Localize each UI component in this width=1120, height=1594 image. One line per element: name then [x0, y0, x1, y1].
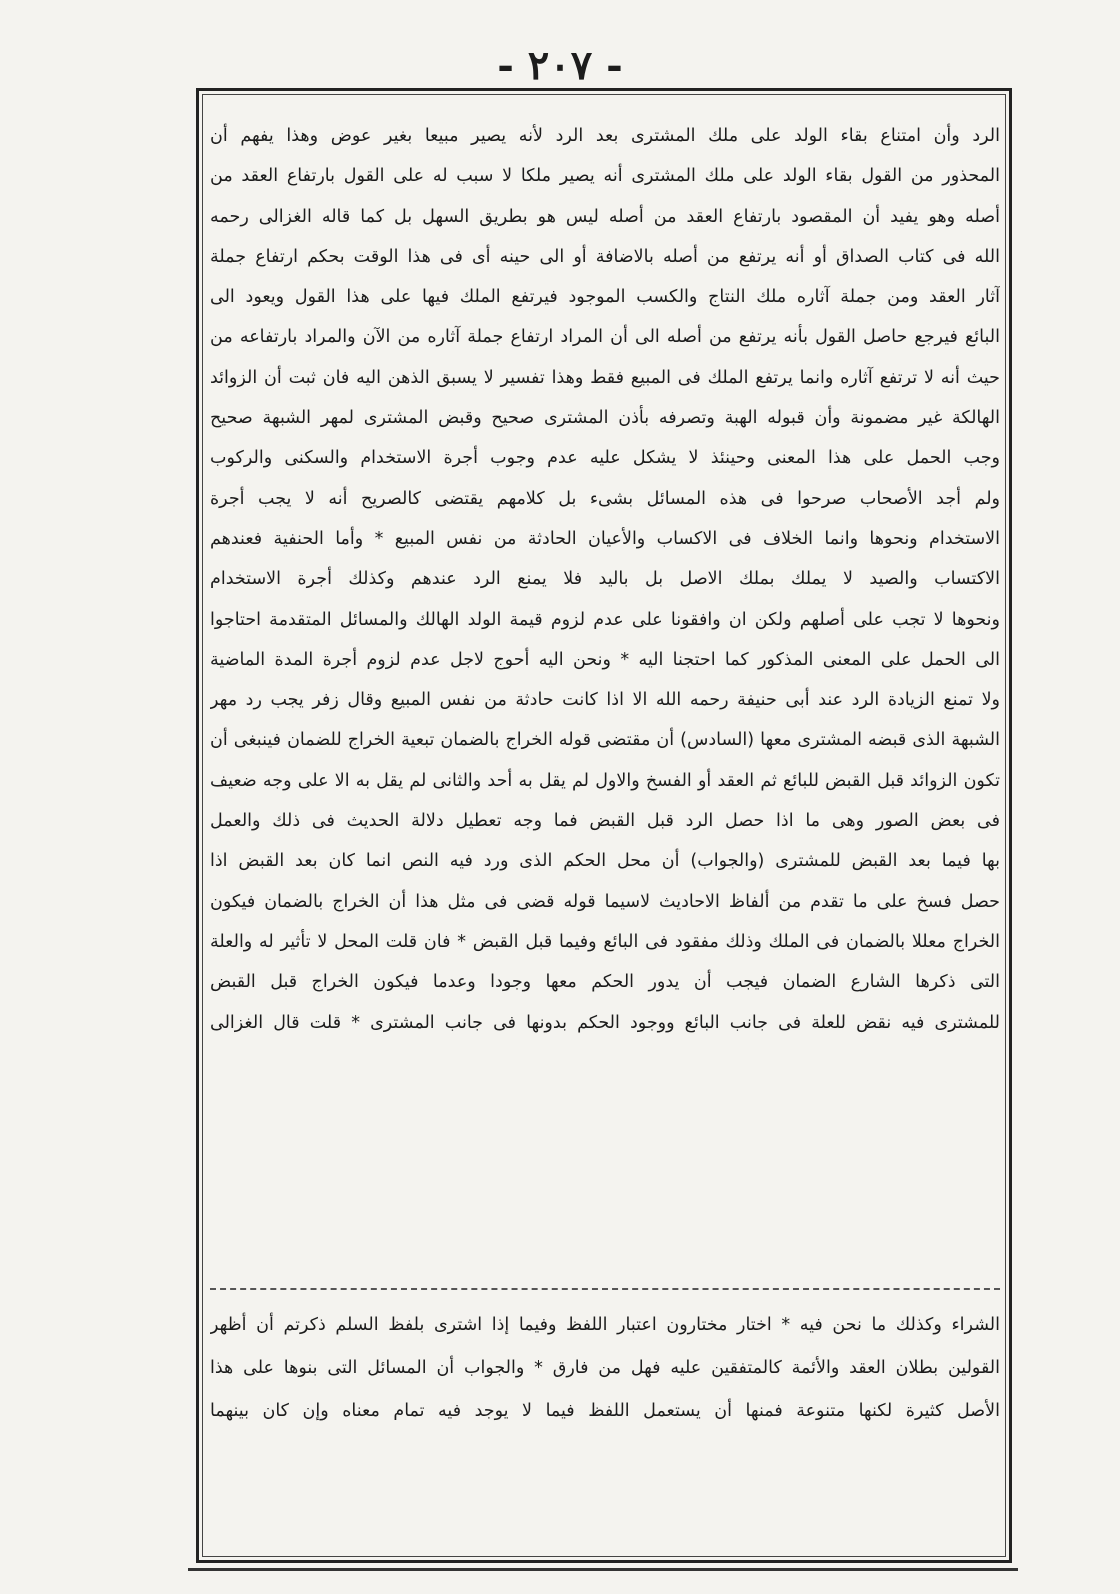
- footnote-divider: [210, 1288, 1000, 1290]
- text-line: تكون الزوائد قبل القبض للبائع ثم العقد أو الفسخ والاول لم يقل به أحد والثانى لم يقل به الا على وجه ضعيف: [210, 770, 1000, 791]
- text-line: للمشترى فيه نقض للعلة فى جانب البائع ووجود الحكم بدونها فى جانب المشترى * قلت قال الغزالى: [210, 1012, 1000, 1033]
- text-line: المحذور من القول بقاء الولد على ملك المشترى أنه يصير ملكا لا سبب له على القول بارتفاع العقد من: [210, 166, 1000, 187]
- page-number: - ٢٠٧ -: [497, 42, 623, 89]
- frame-bottom-rule: [188, 1568, 1018, 1571]
- text-line: البائع فيرجع حاصل القول بأنه يرتفع من أصله الى أن المراد ارتفاع جملة آثاره من الآن والمراد بارتفاعه من: [210, 327, 1000, 348]
- text-line: القولين بطلان العقد والأئمة كالمتفقين عليه فهل من فارق * والجواب أن المسائل التى بنوها على هذا: [210, 1358, 1000, 1378]
- text-line: الى الحمل على المعنى المذكور كما احتجنا اليه * ونحن اليه أحوج لاجل عدم لزوم أجرة المدة الماضية: [210, 649, 1000, 670]
- text-line: الاكتساب والصيد لا يملك بملك الاصل بل باليد فلا يمنع الرد عندهم وكذلك أجرة الاستخدام: [210, 569, 1000, 590]
- text-line: حيث أنه لا ترتفع آثاره وانما يرتفع الملك فى المبيع فقط وهذا تفسير لا يسبق الذهن اليه فان ثبت أن الزوائد: [210, 367, 1000, 388]
- text-line: الاستخدام ونحوها وانما الخلاف فى الاكساب والأعيان الحادثة من نفس المبيع * وأما الحنفية فعندهم: [210, 528, 1000, 549]
- text-line: الشبهة الذى قبضه المشترى معها (السادس) أن مقتضى قوله الخراج بالضمان تبعية الخراج للضمان فينبغى أن: [210, 730, 1000, 751]
- text-line: ولم أجد الأصحاب صرحوا فى هذه المسائل بشىء بل كلامهم يقتضى كالصريح أنه لا يجب أجرة: [210, 488, 1000, 509]
- text-line: فى بعض الصور وهى ما اذا حصل الرد قبل القبض فما وجه تعطيل دلالة الحديث فى ذلك والعمل: [210, 811, 1000, 832]
- text-line: بها فيما بعد القبض للمشترى (والجواب) أن محل الحكم الذى ورد فيه النص انما كان بعد القبض اذا: [210, 851, 1000, 872]
- text-line: ولا تمنع الزيادة الرد عند أبى حنيفة رحمه الله الا اذا كانت حادثة من نفس المبيع وقال زفر يجب رد مهر: [210, 690, 1000, 711]
- text-line: التى ذكرها الشارع الضمان فيجب أن يدور الحكم معها وجودا وعدما فيكون الخراج قبل القبض: [210, 972, 1000, 993]
- text-line: أصله وهو يفيد أن المقصود بارتفاع العقد من أصله ليس هو بطريق السهل بل كما قاله الغزالى رحمه: [210, 206, 1000, 227]
- text-line: ونحوها لا تجب على أصلهم ولكن ان وافقونا على عدم لزوم قيمة الولد الهالك والمسائل المتقدمة احتاجوا: [210, 609, 1000, 630]
- text-line: الله فى كتاب الصداق أو أنه يرتفع من أصله بالاضافة أو الى حينه أى فى هذا الوقت بحكم ارتفاع جملة: [210, 246, 1000, 267]
- text-line: الأصل كثيرة لكنها متنوعة فمنها أن يستعمل اللفظ فيما لا يوجد فيه تمام معناه وإن كان بينهما: [210, 1401, 1000, 1421]
- text-line: آثار العقد ومن جملة آثاره ملك النتاج والكسب الموجود فيرتفع الملك فيها على هذا القول ويعود الى: [210, 287, 1000, 308]
- text-line: الخراج معللا بالضمان فى الملك وذلك مفقود فى البائع وفيما قبل القبض * فان قلت المحل لا تأثير له والعلة: [210, 931, 1000, 952]
- text-line: الشراء وكذلك ما نحن فيه * اختار مختارون اعتبار اللفظ وفيما إذا اشترى بلفظ السلم ذكرتم أن أظهر: [210, 1315, 1000, 1335]
- footnote-text: [210, 1304, 1000, 1433]
- text-line: الهالكة غير مضمونة وأن قبوله الهبة وتصرفه بأذن المشترى صحيح وقبض المشترى لمهر الشبهة صحيح: [210, 408, 1000, 429]
- text-line: الرد وأن امتناع بقاء الولد على ملك المشترى بعد الرد لأنه يصير مبيعا بغير عوض وهذا يفهم أن: [210, 126, 1000, 146]
- text-line: وجب الحمل على هذا المعنى وحينئذ لا يشكل عليه عدم وجوب أجرة الاستخدام والسكنى والركوب: [210, 448, 1000, 469]
- text-line: حصل فسخ على ما تقدم من ألفاظ الاحاديث لاسيما قوله قضى فى مثل هذا أن الخراج بالضمان فيكون: [210, 891, 1000, 912]
- main-text: [210, 116, 1000, 1043]
